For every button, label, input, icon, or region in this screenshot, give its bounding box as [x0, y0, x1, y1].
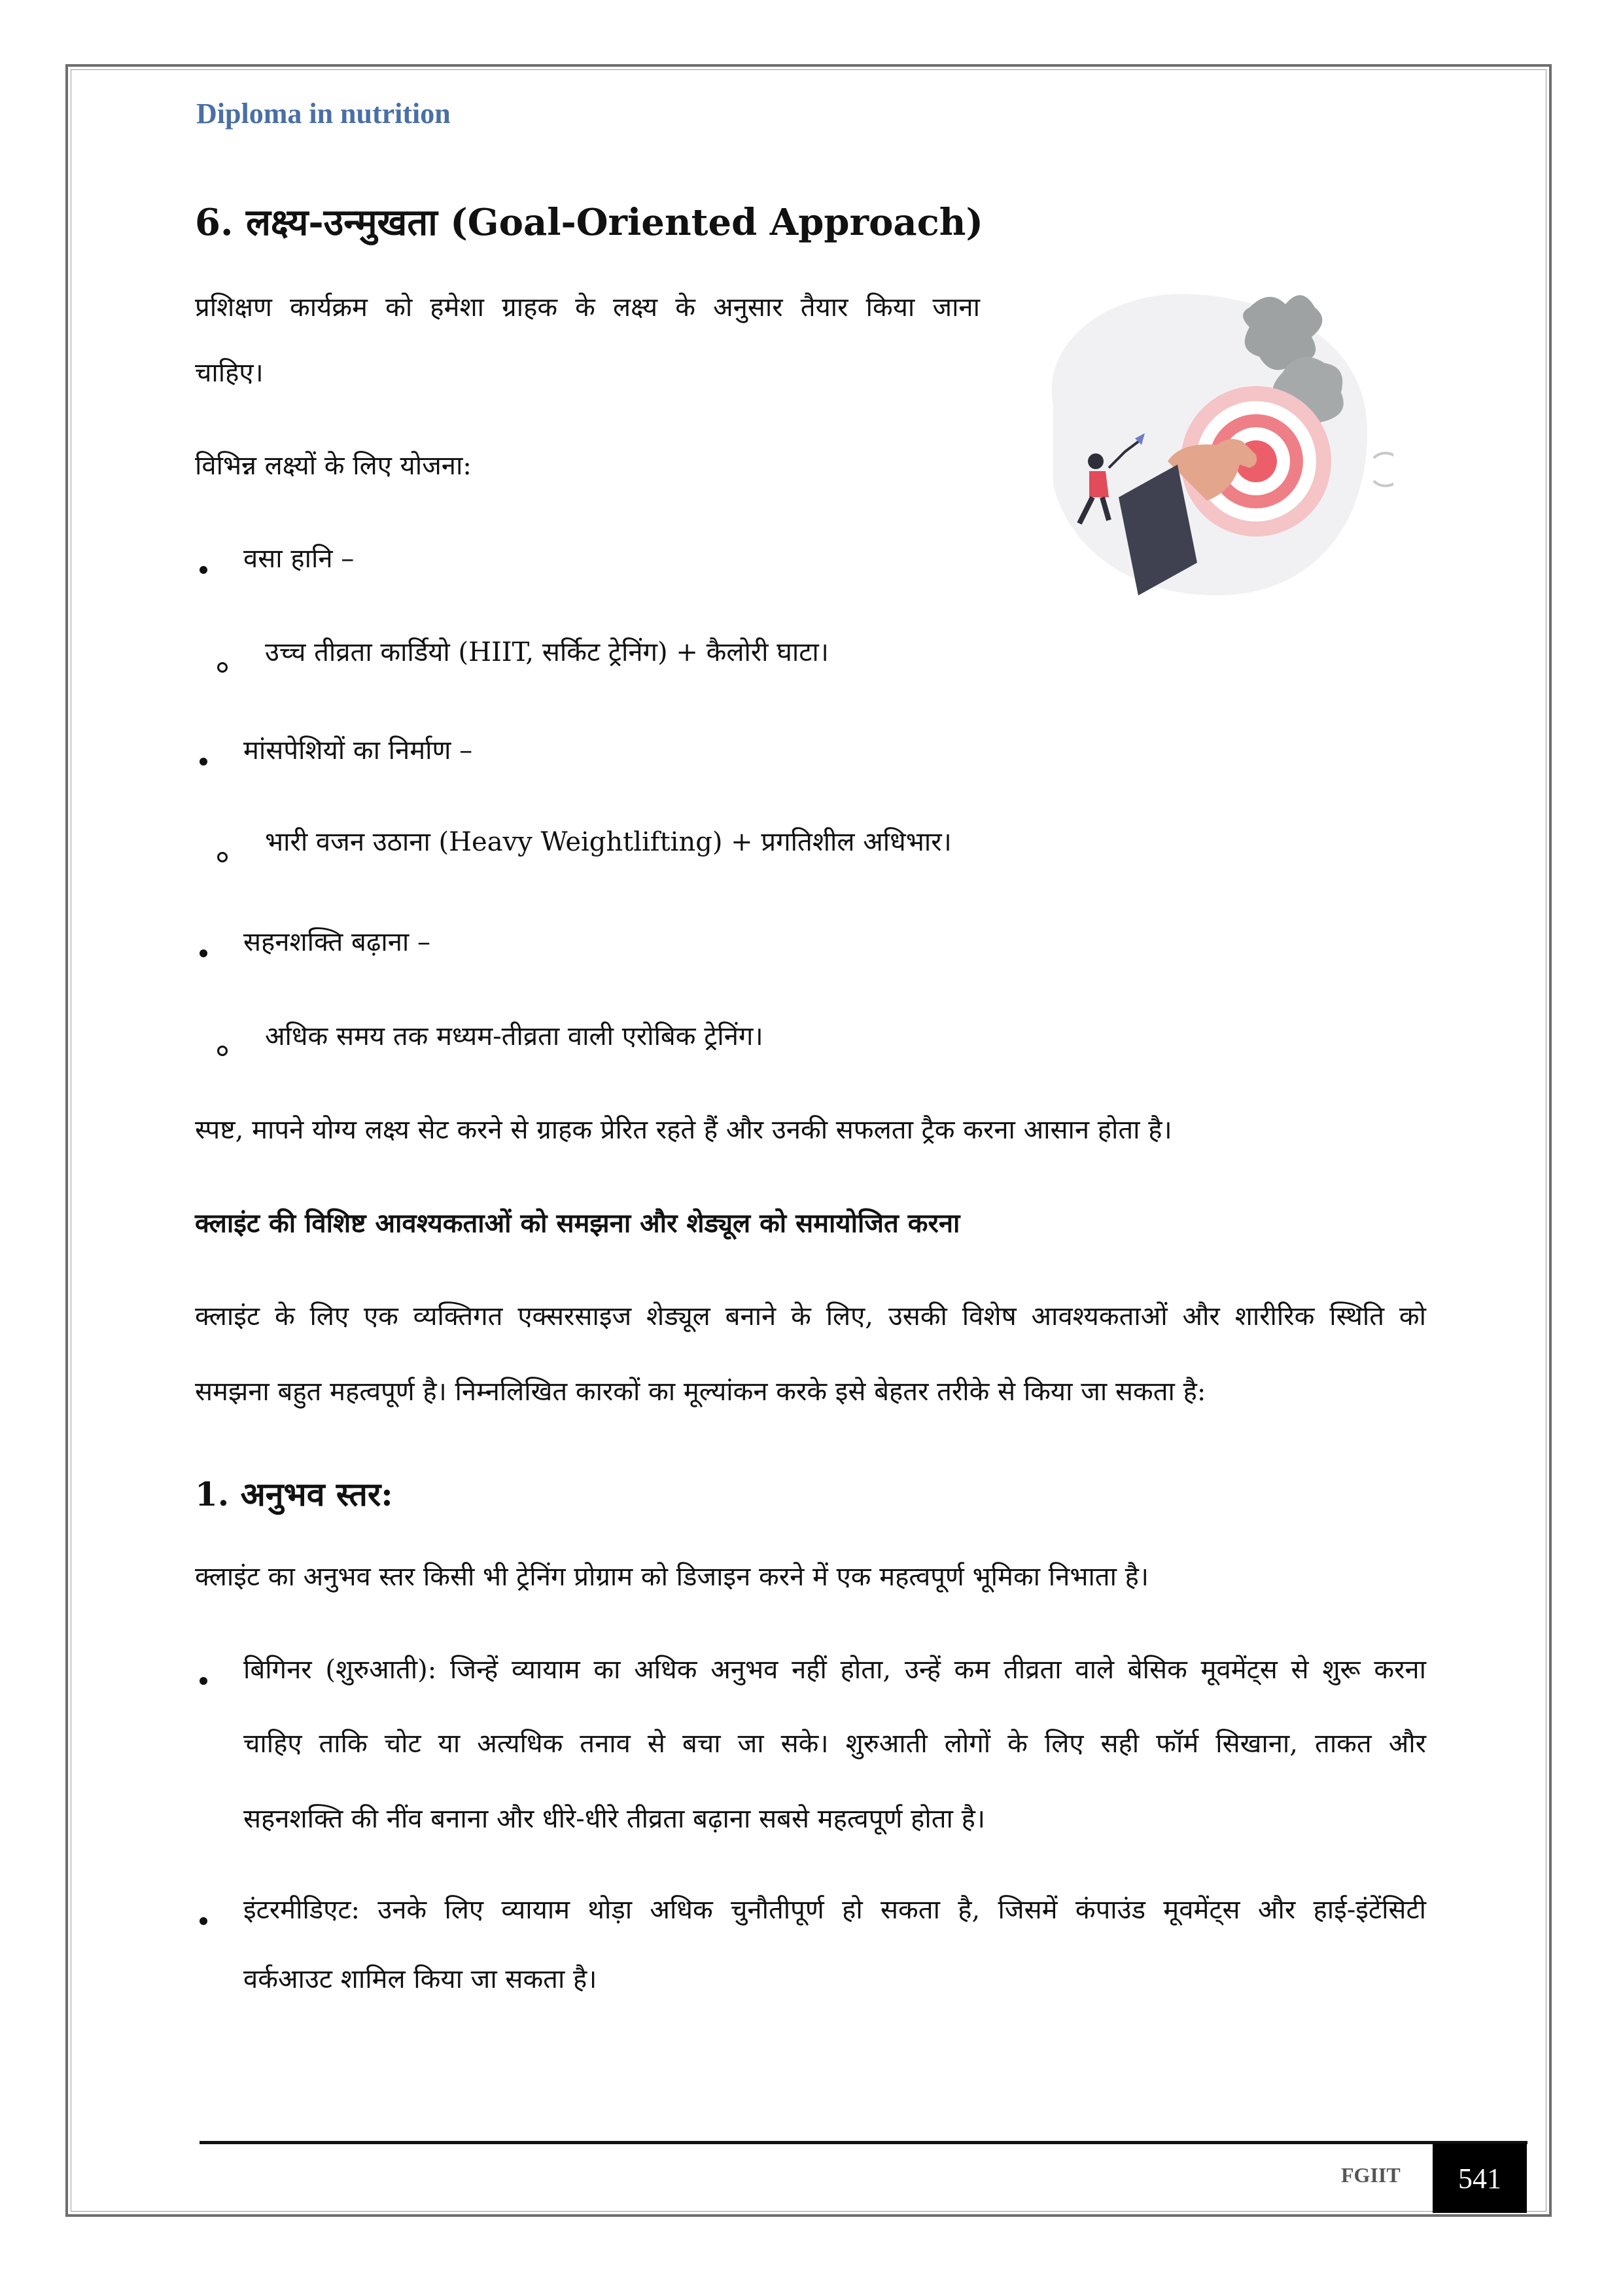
beginner-line-1: बिगिनर (शुरुआती): जिन्हें व्यायाम का अधिक अनुभव नहीं होता, उन्हें कम तीव्रता वाले बेसिक मूवमेंट्स से शुरू करना — [243, 1655, 1426, 1685]
goal-2-detail: भारी वजन उठाना (Heavy Weightlifting) + प्रगतिशील अधिभार। — [265, 827, 952, 857]
summary-text: स्पष्ट, मापने योग्य लक्ष्य सेट करने से ग्राहक प्रेरित रहते हैं और उनकी सफलता ट्रैक करना आसान होता है। — [195, 1115, 1172, 1145]
sub-bullet-icon — [217, 662, 228, 673]
experience-intro: क्लाइंट का अनुभव स्तर किसी भी ट्रेनिंग प्रोग्राम को डिजाइन करने में एक महत्वपूर्ण भूमिका निभाता है। — [195, 1562, 1149, 1592]
beginner-line-2: चाहिए ताकि चोट या अत्यधिक तनाव से बचा जा सके। शुरुआती लोगों के लिए सही फॉर्म सिखाना, ताकत और — [243, 1729, 1426, 1759]
bullet-icon — [200, 1917, 207, 1925]
intro-line-2: चाहिए। — [195, 358, 264, 388]
goal-1-detail: उच्च तीव्रता कार्डियो (HIIT, सर्किट ट्रेनिंग) + कैलोरी घाटा। — [265, 637, 829, 667]
page-number: 541 — [1433, 2144, 1527, 2213]
beginner-line-3: सहनशक्ति की नींव बनाना और धीरे-धीरे तीव्रता बढ़ाना सबसे महत्वपूर्ण होता है। — [243, 1804, 985, 1834]
client-needs-line-1: क्लाइंट के लिए एक व्यक्तिगत एक्सरसाइज शेड्यूल बनाने के लिए, उसकी विशेष आवश्यकताओं और शारीरिक स्थिति को — [195, 1301, 1426, 1332]
client-needs-heading: क्लाइंट की विशिष्ट आवश्यकताओं को समझना और शेड्यूल को समायोजित करना — [195, 1208, 960, 1239]
bullet-icon — [200, 949, 207, 957]
intermediate-line-2: वर्कआउट शामिल किया जा सकता है। — [243, 1964, 597, 1994]
footer-rule — [200, 2141, 1527, 2144]
bullet-icon — [200, 758, 207, 766]
intro-line-1: प्रशिक्षण कार्यक्रम को हमेशा ग्राहक के लक्ष्य के अनुसार तैयार किया जाना — [195, 292, 980, 323]
bullet-icon — [200, 1677, 207, 1685]
goal-2-title: मांसपेशियों का निर्माण – — [243, 735, 473, 766]
intermediate-line-1: इंटरमीडिएट: उनके लिए व्यायाम थोड़ा अधिक चुनौतीपूर्ण हो सकता है, जिसमें कंपाउंड मूवमेंट्स और हाई-इंटेंसिटी — [243, 1895, 1426, 1925]
bullet-icon — [200, 566, 207, 574]
client-needs-line-2: समझना बहुत महत्वपूर्ण है। निम्नलिखित कारकों का मूल्यांकन करके इसे बेहतर तरीके से किया जा सकता है: — [195, 1377, 1206, 1407]
experience-heading: 1. अनुभव स्तर: — [195, 1475, 393, 1513]
header-title: Diploma in nutrition — [196, 97, 451, 130]
goal-1-title: वसा हानि – — [243, 544, 355, 574]
plans-label: विभिन्न लक्ष्यों के लिए योजना: — [195, 451, 472, 481]
person-icon — [1088, 453, 1104, 469]
goal-3-title: सहनशक्ति बढ़ाना – — [243, 927, 430, 957]
sub-bullet-icon — [217, 852, 228, 862]
target-illustration — [1001, 268, 1393, 622]
sub-bullet-icon — [217, 1046, 228, 1056]
footer-brand: FGIIT — [1341, 2163, 1401, 2187]
section-heading: 6. लक्ष्य-उन्मुखता (Goal-Oriented Approach) — [195, 201, 984, 244]
goal-3-detail: अधिक समय तक मध्यम-तीव्रता वाली एरोबिक ट्रेनिंग। — [265, 1021, 763, 1051]
